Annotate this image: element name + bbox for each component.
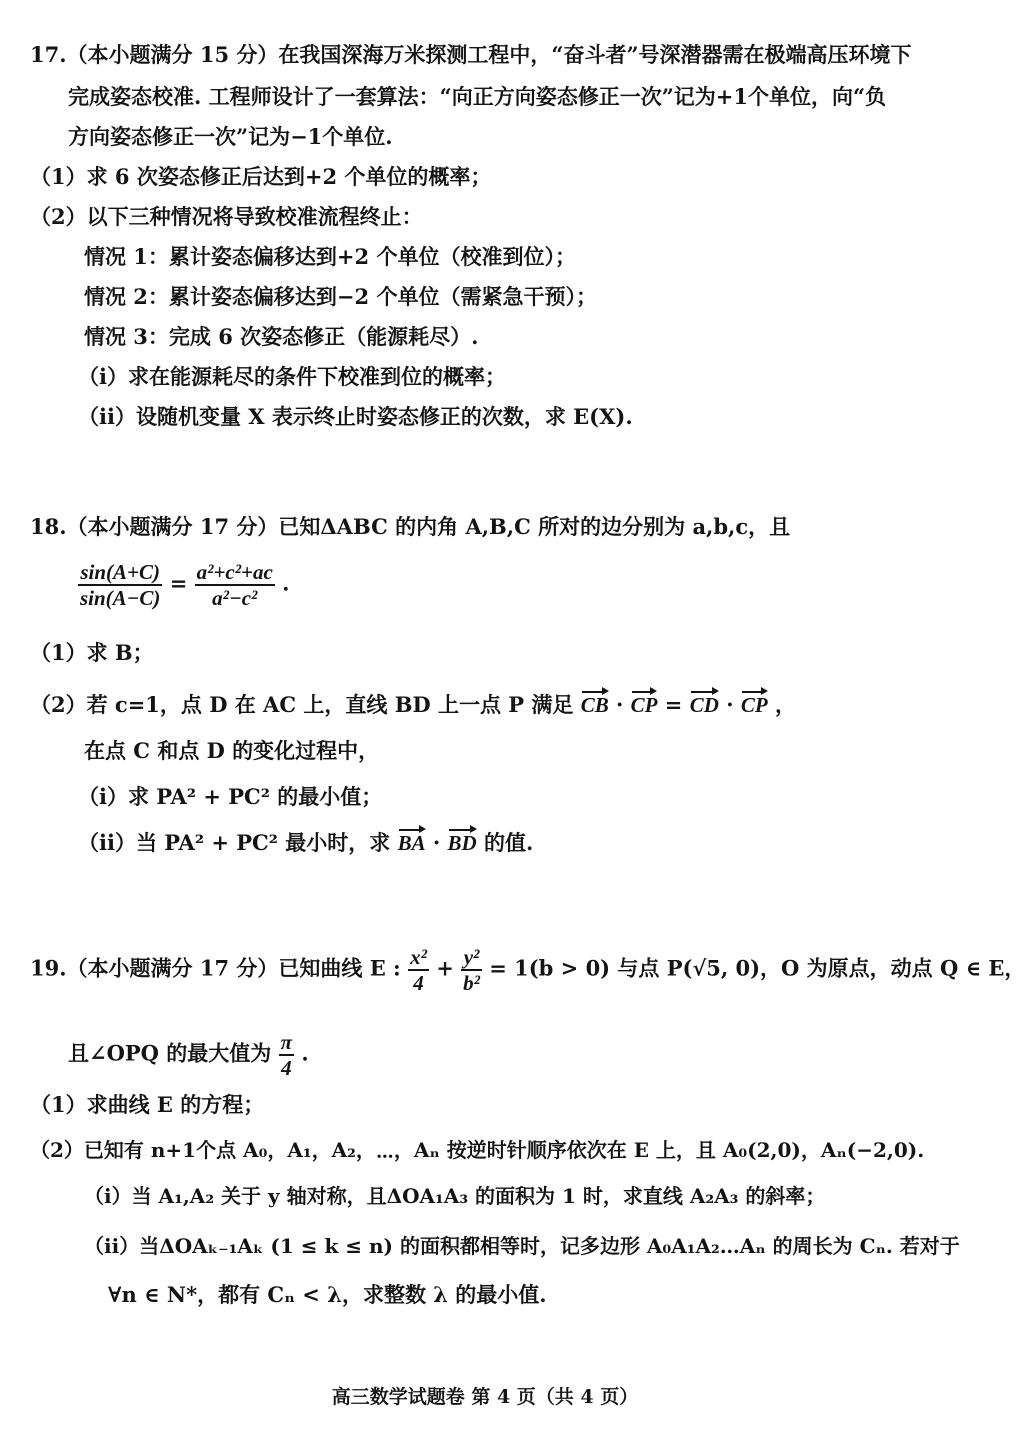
q19-stem-line2 [68,1030,309,1080]
q19-stem-tail: = 1(b > 0) 与点 P(√5, 0)，O 为原点，动点 Q ∈ E， [489,955,1025,981]
q19-part2: （2）已知有 n+1个点 A₀，A₁，A₂，⋯，Aₙ 按逆时针顺序依次在 E 上，且 A₀(2,0)，Aₙ(−2,0). [30,1138,925,1162]
q18-fraction-right-numerator: a²+c²+ac [195,560,275,586]
q19-sub-i: （i）当 A₁,A₂ 关于 y 轴对称，且ΔOA₁A₃ 的面积为 1 时，求直线 A₂A₃ 的斜率； [84,1184,826,1208]
q18-part1: （1）求 B； [30,640,154,665]
q18-sub-ii-text: （ii）当 PA² + PC² 最小时，求 [78,830,398,855]
q17-case1: 情况 1：累计姿态偏移达到+2 个单位（校准到位）； [84,244,576,269]
q18-fraction-left-numerator: sin(A+C) [78,560,162,586]
q18-fraction-left [78,560,162,610]
dot-operator: · [432,830,441,855]
q19-stem-line2-period: . [301,1040,309,1066]
q19-stem-line2-text: 且∠OPQ 的最大值为 [68,1040,272,1066]
q18-equals-sign: = [169,570,188,596]
q17-part1: （1）求 6 次姿态修正后达到+2 个单位的概率； [30,164,492,189]
q19-fraction-x [408,945,429,995]
q18-part2-line1 [30,692,796,718]
vector-ba: BA [397,831,426,855]
vector-cd: CD [689,693,719,717]
q17-case2: 情况 2：累计姿态偏移达到−2 个单位（需紧急干预）； [84,284,597,309]
equals-operator: = [664,692,690,717]
q17-stem-line1: 17.（本小题满分 15 分）在我国深海万米探测工程中，“奋斗者”号深潜器需在极端高压环境下 [30,42,912,67]
q19-fraction-x-numerator: x² [408,945,429,971]
q18-fraction-right-denominator: a²−c² [212,586,258,611]
vector-cp: CP [740,693,768,717]
q19-stem-text: 19.（本小题满分 17 分）已知曲线 E : [30,955,409,981]
q19-fraction-pi-numerator: π [279,1030,294,1056]
q17-part2: （2）以下三种情况将导致校准流程终止： [30,204,423,229]
q19-stem-line1 [30,945,1025,995]
plus-operator: + [436,955,462,981]
vector-cp: CP [630,693,658,717]
q18-stem-line1: 18.（本小题满分 17 分）已知ΔABC 的内角 A,B,C 所对的边分别为 a,b,c，且 [30,514,791,539]
q19-part1: （1）求曲线 E 的方程； [30,1092,265,1117]
q18-sub-ii-tail: 的值. [484,830,534,855]
q18-equation-period: . [282,570,290,596]
vector-bd: BD [447,831,477,855]
q19-fraction-pi-denominator: 4 [281,1056,292,1081]
q18-sub-i: （i）求 PA² + PC² 的最小值； [78,784,383,809]
q17-case3: 情况 3：完成 6 次姿态修正（能源耗尽）. [84,324,479,349]
q19-sub-ii-line1: （ii）当ΔOAₖ₋₁Aₖ (1 ≤ k ≤ n) 的面积都相等时，记多边形 A₀A₁A₂…Aₙ 的周长为 Cₙ. 若对于 [84,1234,960,1258]
dot-operator: · [726,692,734,717]
q18-sub-ii [78,830,533,856]
q19-fraction-y-numerator: y² [461,945,482,971]
q19-sub-ii-line2: ∀n ∈ N*，都有 Cₙ < λ，求整数 λ 的最小值. [108,1282,547,1307]
q18-fraction-right [195,560,275,610]
q19-fraction-y [461,945,482,995]
q19-fraction-x-denominator: 4 [413,971,424,996]
page-footer: 高三数学试题卷 第 4 页（共 4 页） [331,1386,639,1408]
q19-fraction-pi [279,1030,294,1080]
q18-part2-text: （2）若 c=1，点 D 在 AC 上，直线 BD 上一点 P 满足 [30,692,581,717]
q17-sub-ii: （ii）设随机变量 X 表示终止时姿态修正的次数，求 E(X). [78,404,633,429]
dot-operator: · [616,692,624,717]
q18-fraction-left-denominator: sin(A−C) [80,586,161,611]
q17-stem-line2: 完成姿态校准. 工程师设计了一套算法：“向正方向姿态修正一次”记为+1个单位，向“负 [68,84,887,109]
q18-equation [78,560,289,610]
comma: ， [775,692,796,717]
vector-cb: CB [580,693,609,717]
q18-part2-line2: 在点 C 和点 D 的变化过程中， [84,738,380,763]
q17-stem-line3: 方向姿态修正一次”记为−1个单位. [68,124,393,149]
q17-sub-i: （i）求在能源耗尽的条件下校准到位的概率； [78,364,506,389]
q19-fraction-y-denominator: b² [463,971,480,996]
